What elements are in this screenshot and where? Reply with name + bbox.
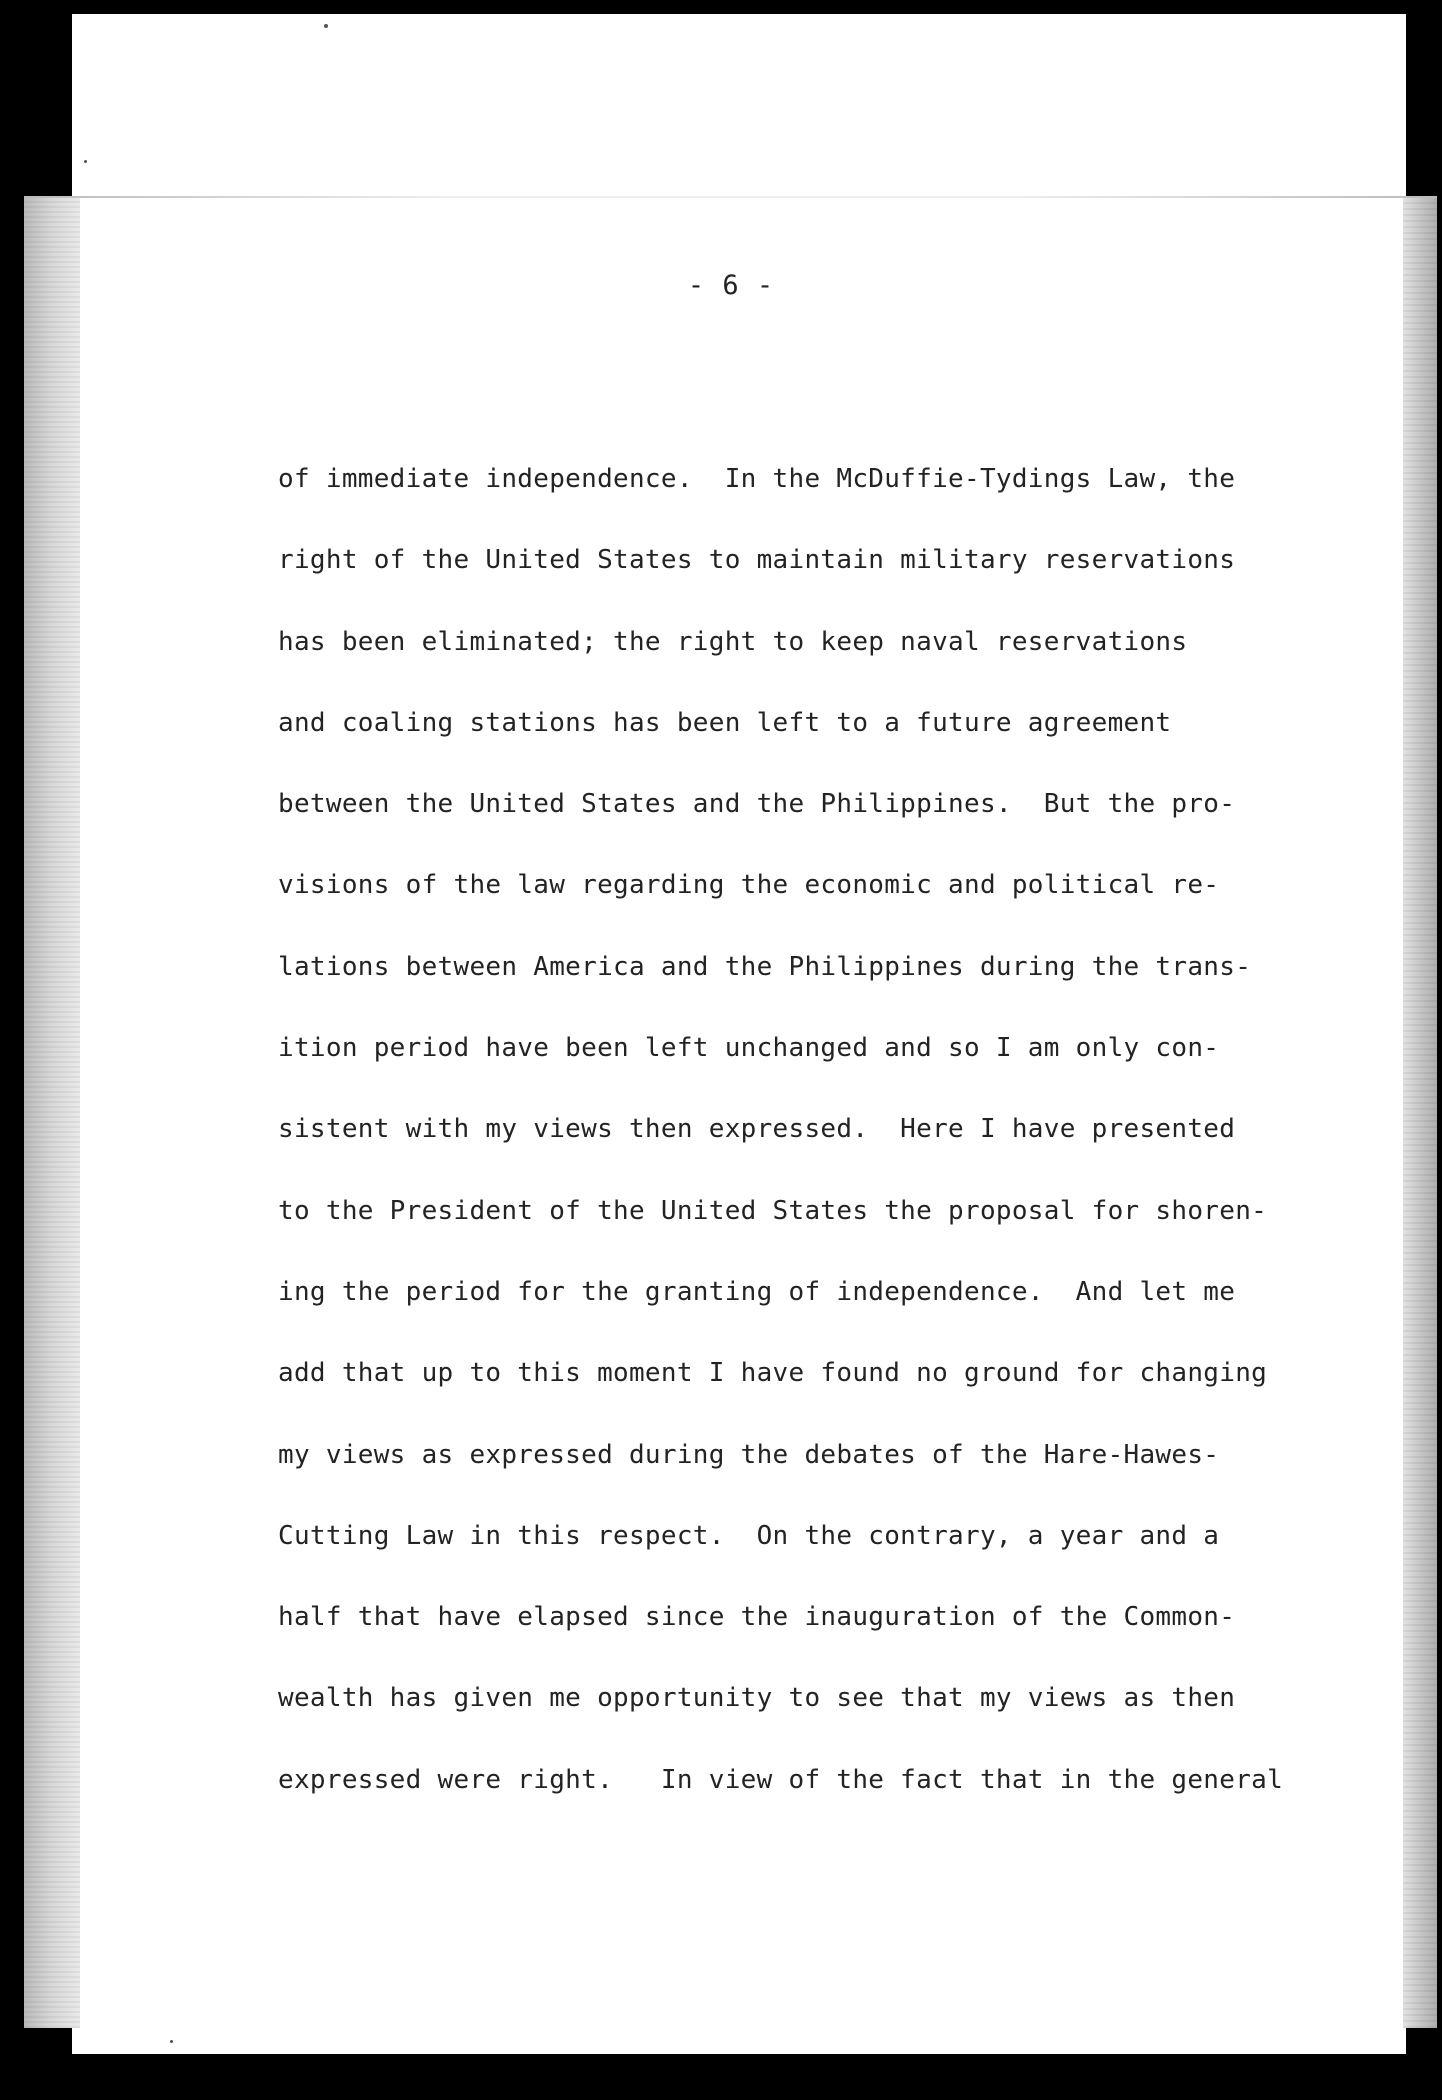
page-number: - 6 - — [687, 270, 775, 301]
text-line: to the President of the United States the proposal for shoren- — [278, 1195, 1268, 1226]
text-line: half that have elapsed since the inauguration of the Common- — [278, 1602, 1236, 1633]
text-line: my views as expressed during the debates of the Hare-Hawes- — [278, 1439, 1220, 1470]
text-line: add that up to this moment I have found no ground for changing — [278, 1358, 1268, 1389]
page-fold-edge — [24, 196, 1437, 198]
text-line: lations between America and the Philippines during the trans- — [278, 951, 1252, 982]
right-scan-margin — [1403, 198, 1437, 2028]
text-line: has been eliminated; the right to keep naval reservations — [278, 626, 1188, 657]
text-line: ing the period for the granting of independence. And let me — [278, 1276, 1236, 1307]
left-scan-margin — [24, 198, 80, 2028]
text-line: wealth has given me opportunity to see that my views as then — [278, 1683, 1236, 1714]
scan-speck — [324, 24, 328, 28]
text-line: expressed were right. In view of the fact that in the general — [278, 1764, 1284, 1795]
scan-speck — [84, 160, 87, 163]
text-line: of immediate independence. In the McDuffie-Tydings Law, the — [278, 464, 1236, 494]
text-line: and coaling stations has been left to a future agreement — [278, 707, 1172, 738]
text-line: right of the United States to maintain military reservations — [278, 545, 1236, 576]
text-line: visions of the law regarding the economic and political re- — [278, 870, 1220, 901]
typed-body-text — [278, 460, 1338, 1842]
text-line: ition period have been left unchanged and so I am only con- — [278, 1033, 1220, 1064]
text-line: sistent with my views then expressed. Here I have presented — [278, 1114, 1236, 1145]
text-line: between the United States and the Philippines. But the pro- — [278, 789, 1236, 820]
text-line: Cutting Law in this respect. On the contrary, a year and a — [278, 1520, 1220, 1551]
scan-speck — [170, 2040, 173, 2043]
